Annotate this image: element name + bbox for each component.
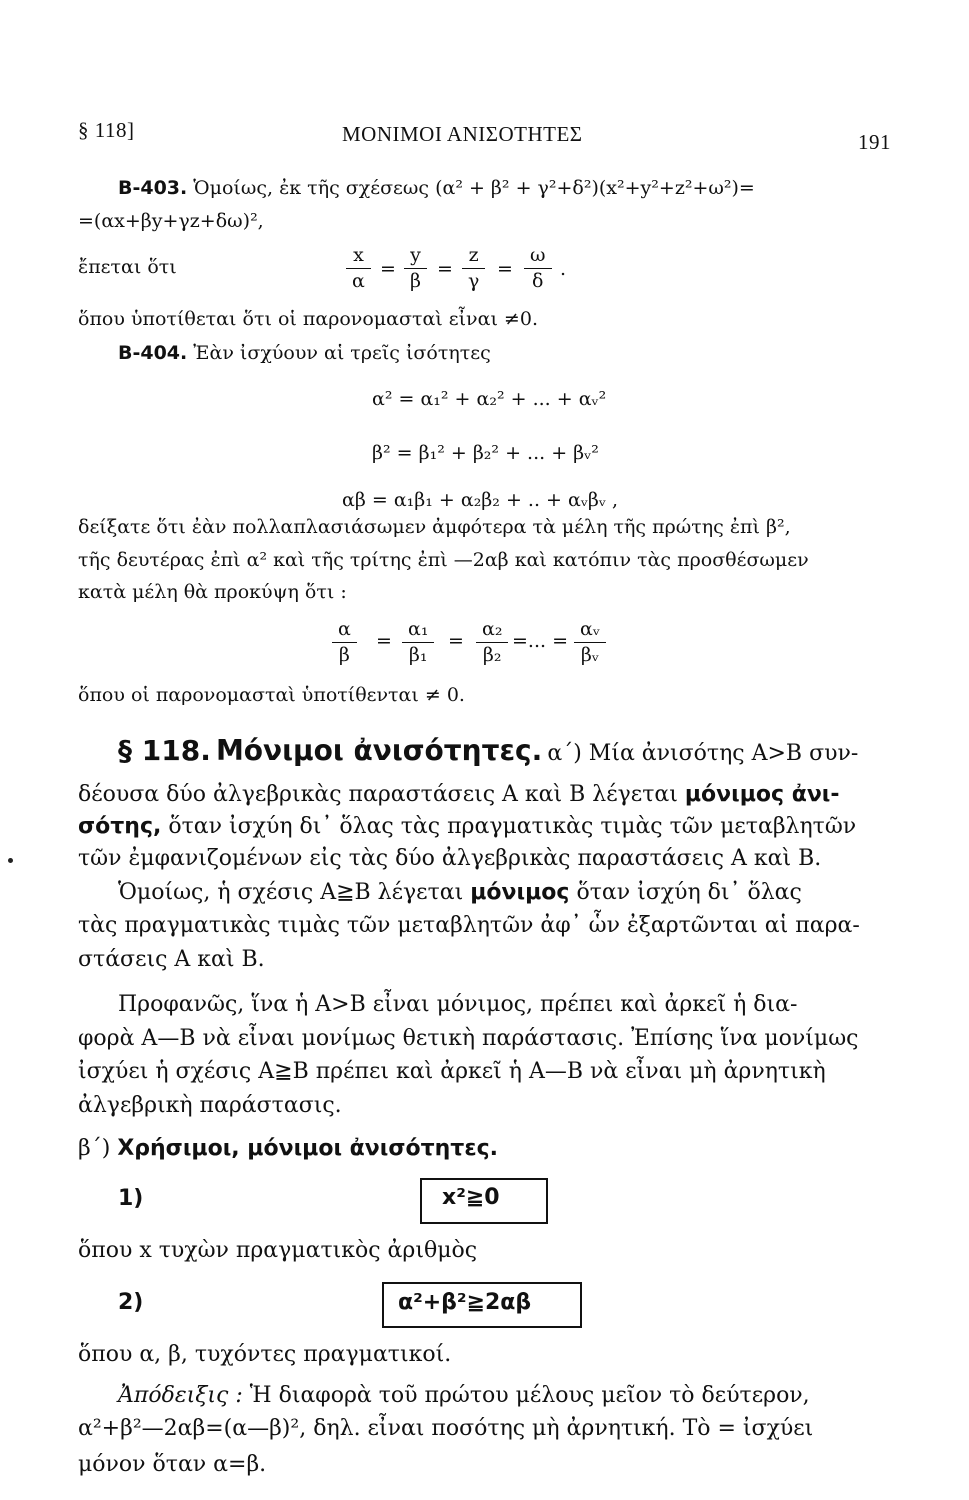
equals-sign: =: [376, 630, 392, 652]
denominator: β: [338, 643, 350, 666]
paragraph-line: [78, 814, 856, 840]
subsection-heading: [78, 1136, 498, 1162]
item-label: 1): [118, 1186, 144, 1211]
equals-sign: =: [448, 630, 464, 652]
bold-term: μόνιμος: [470, 880, 570, 905]
denominator: γ: [468, 269, 480, 292]
paragraph-line: [118, 880, 802, 906]
denominator: β₁: [408, 643, 428, 666]
exercise-note: ὅπου οἱ παρονομασταὶ ὑποτίθενται ≠ 0.: [78, 684, 465, 706]
item-note: ὅπου α, β, τυχόντες πραγματικοί.: [78, 1342, 452, 1367]
numerator: ω: [524, 244, 552, 269]
text-span: ὅταν ἰσχύη δι᾽ ὅλας τὰς πραγματικὰς τιμὰς τῶν μεταβλητῶν: [168, 814, 857, 839]
paragraph-line: φορὰ Α—Β νὰ εἶναι μονίμως θετικὴ παράστασις. Ἐπίσης ἵνα μονίμως: [78, 1026, 859, 1051]
numerator: αᵥ: [574, 618, 606, 643]
text-span: Ἡ διαφορὰ τοῦ πρώτου μέλους μεῖον τὸ δεύτερον,: [249, 1383, 810, 1408]
box-bottom-border: [382, 1326, 582, 1328]
box-bottom-border: [420, 1222, 548, 1224]
equation: αβ = α₁β₁ + α₂β₂ + .. + αᵥβᵥ ,: [342, 489, 619, 511]
proof-line: μόνον ὅταν α=β.: [78, 1452, 267, 1477]
text-span: Ὁμοίως, ἡ σχέσις Α≧Β λέγεται: [118, 880, 464, 905]
numerator: y: [404, 244, 427, 269]
section-title: Μόνιμοι ἀνισότητες.: [215, 734, 543, 767]
bold-term: μόνιμος ἀνι-: [684, 782, 840, 807]
subsection-title: Χρήσιμοι, μόνιμοι ἀνισότητες.: [117, 1136, 498, 1161]
ellipsis-equals: =... =: [512, 630, 568, 652]
numerator: α₂: [476, 618, 508, 643]
proof-label: Ἀπόδειξις :: [118, 1383, 243, 1408]
exercise-line: τῆς δευτέρας ἐπὶ α² καὶ τῆς τρίτης ἐπὶ —2αβ καὶ κατόπιν τὰς προσθέσωμεν: [78, 549, 809, 571]
fraction: [404, 244, 427, 293]
fraction: [574, 618, 606, 667]
page-number: 191: [858, 130, 891, 154]
equation: α² = α₁² + α₂² + ... + αᵥ²: [372, 388, 607, 410]
fraction: [402, 618, 434, 667]
item-note: ὅπου x τυχὼν πραγματικὸς ἀριθμὸς: [78, 1238, 478, 1263]
paragraph-line: στάσεις Α καὶ Β.: [78, 947, 265, 972]
denominator: βᵥ: [580, 643, 599, 666]
numerator: z: [462, 244, 485, 269]
proof-line: [118, 1383, 810, 1409]
exercise-line: ἔπεται ὅτι: [78, 256, 177, 278]
exercise-note: ὅπου ὑποτίθεται ὅτι οἱ παρονομασταὶ εἶναι ≠0.: [78, 308, 538, 330]
exercise-label: Β-404.: [118, 342, 188, 364]
exercise-line: κατὰ μέλη θὰ προκύψη ὅτι :: [78, 581, 347, 603]
paragraph-line: τῶν ἐμφανιζομένων εἰς τὰς δύο ἀλγεβρικὰς παραστάσεις Α καὶ Β.: [78, 846, 822, 871]
paragraph-line: Προφανῶς, ἵνα ἡ Α>Β εἶναι μόνιμος, πρέπει καὶ ἀρκεῖ ἡ δια-: [118, 992, 798, 1017]
exercise-line: δείξατε ὅτι ἐὰν πολλαπλασιάσωμεν ἀμφότερα τὰ μέλη τῆς πρώτης ἐπὶ β²,: [78, 516, 791, 538]
equation: β² = β₁² + β₂² + ... + βᵥ²: [372, 442, 599, 464]
denominator: β₂: [482, 643, 502, 666]
denominator: β: [410, 269, 421, 292]
proof-line: α²+β²—2αβ=(α—β)², δηλ. εἶναι ποσότης μὴ ἀρνητική. Τὸ = ἰσχύει: [78, 1416, 814, 1441]
text-span: ὅταν ἰσχύη δι᾽ ὅλας: [576, 880, 802, 905]
section-heading: [118, 734, 858, 767]
formula: α²+β²≧2αβ: [398, 1290, 532, 1315]
paragraph-line: τὰς πραγματικὰς τιμὰς τῶν μεταβλητῶν ἀφ᾽ ὧν ἐξαρτῶνται αἱ παρα-: [78, 913, 860, 938]
margin-mark: [8, 858, 13, 863]
equals-sign: =: [497, 258, 513, 280]
fraction: [332, 618, 357, 667]
fraction: [476, 618, 508, 667]
exercise-line: Ἐὰν ἰσχύουν αἱ τρεῖς ἰσότητες: [193, 342, 491, 364]
formula: x²≧0: [442, 1185, 500, 1210]
fraction: [524, 244, 552, 293]
exercise-line: =(αx+βy+γz+δω)²,: [78, 210, 264, 232]
exercise-label: Β-403.: [118, 177, 188, 199]
section-number: § 118.: [118, 734, 211, 767]
subsection-label: β΄): [78, 1136, 111, 1161]
fraction: [346, 244, 371, 293]
exercise-line: Ὁμοίως, ἐκ τῆς σχέσεως (α² + β² + γ²+δ²)(x²+y²+z²+ω²)=: [193, 177, 755, 199]
equals-sign: =: [380, 258, 396, 280]
section-reference: § 118]: [78, 118, 135, 142]
denominator: δ: [532, 269, 544, 292]
denominator: α: [352, 269, 365, 292]
equals-sign: =: [437, 258, 453, 280]
bold-term: σότης,: [78, 814, 162, 839]
item-label: 2): [118, 1290, 144, 1315]
exercise-b403: [118, 177, 755, 200]
fraction: [462, 244, 485, 293]
exercise-b404: [118, 342, 491, 365]
page-title: ΜΟΝΙΜΟΙ ΑΝΙΣΟΤΗΤΕΣ: [342, 122, 583, 146]
paragraph-line: [78, 782, 840, 808]
text-span: δέουσα δύο ἀλγεβρικὰς παραστάσεις Α καὶ Β λέγεται: [78, 782, 678, 807]
numerator: α₁: [402, 618, 434, 643]
numerator: x: [346, 244, 371, 269]
paragraph-line: ἀλγεβρικὴ παράστασις.: [78, 1093, 342, 1118]
period: .: [560, 258, 567, 280]
numerator: α: [332, 618, 357, 643]
paragraph-text: α΄) Μία ἀνισότης Α>Β συν-: [547, 741, 859, 766]
paragraph-line: ἰσχύει ἡ σχέσις Α≧Β πρέπει καὶ ἀρκεῖ ἡ Α—Β νὰ εἶναι μὴ ἀρνητικὴ: [78, 1059, 826, 1084]
